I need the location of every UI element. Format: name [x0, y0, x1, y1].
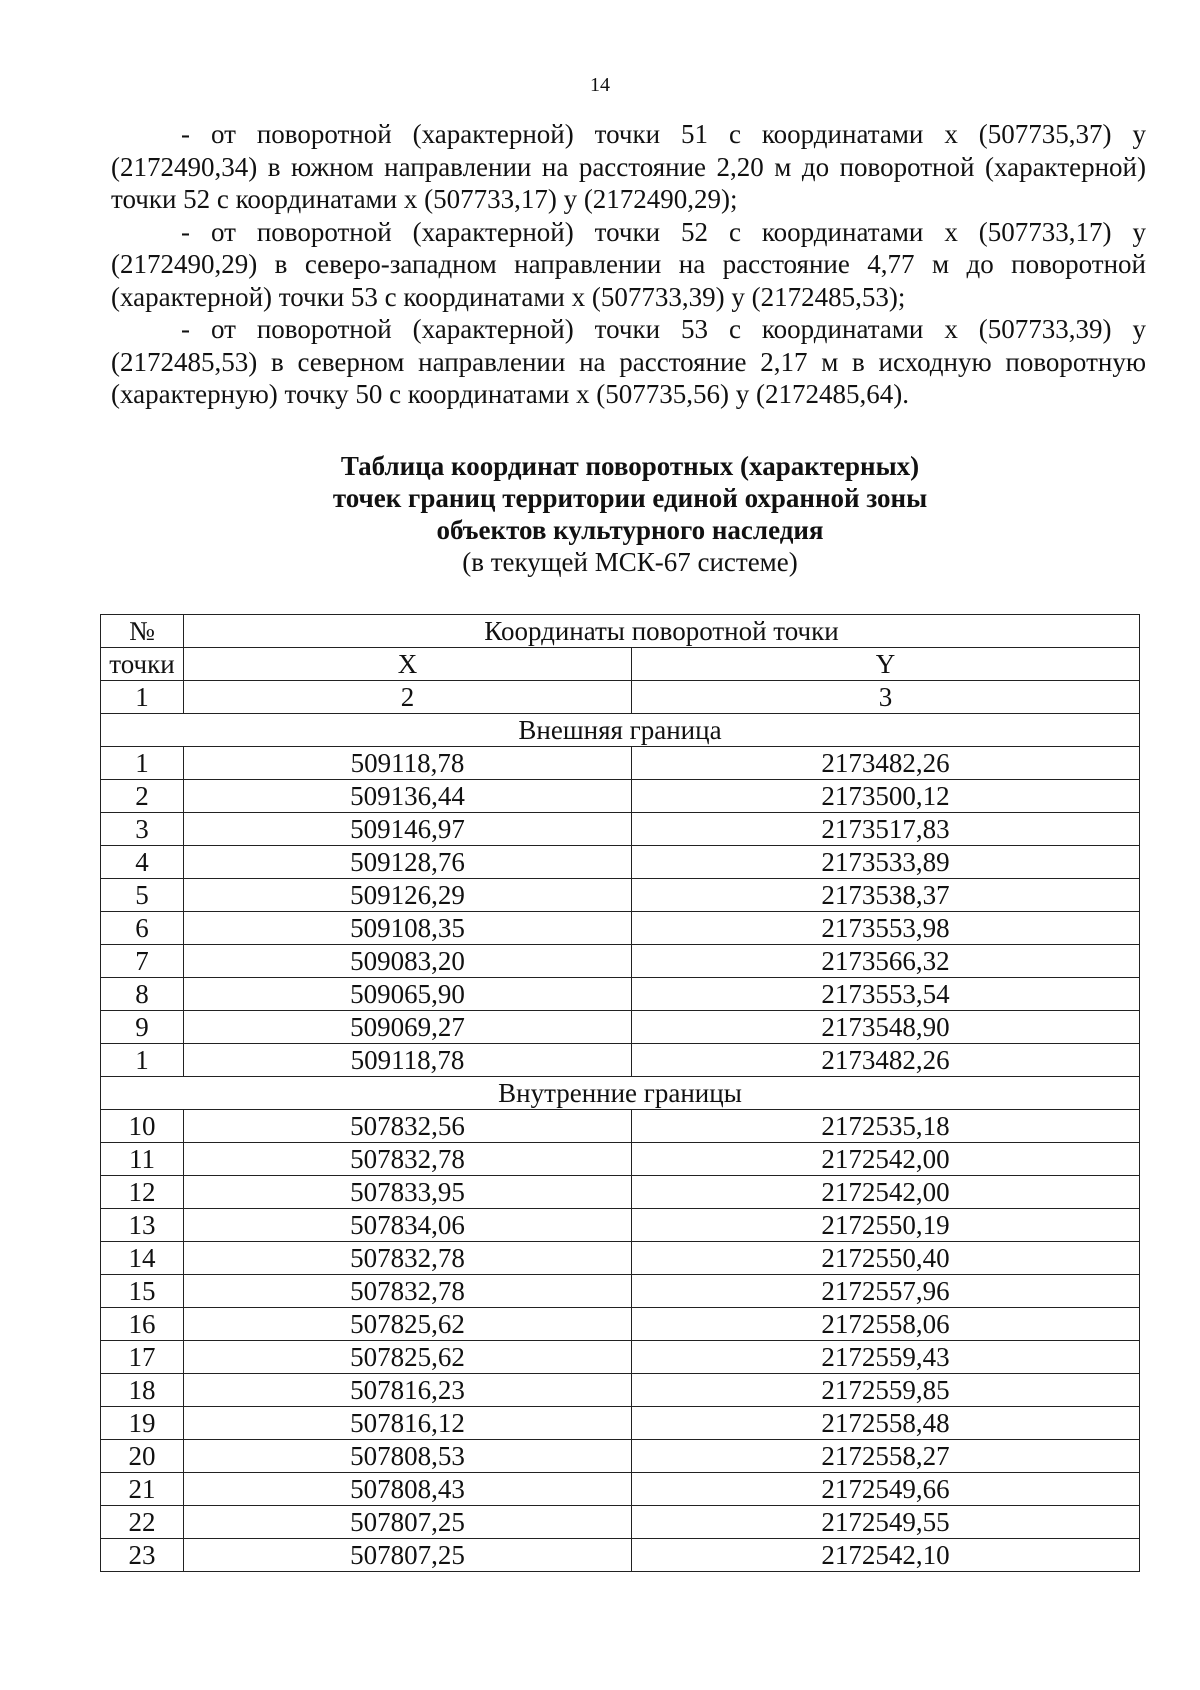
section-row: [101, 714, 1140, 747]
header-coords-cell: Координаты поворотной точки: [184, 615, 1140, 648]
point-number-cell: 3: [101, 813, 184, 846]
table-row: [101, 813, 1140, 846]
point-number-cell: 15: [101, 1275, 184, 1308]
x-coordinate-cell: 509128,76: [184, 846, 632, 879]
table-row: [101, 1143, 1140, 1176]
table-header-row: [101, 681, 1140, 714]
y-coordinate-cell: 2172558,06: [632, 1308, 1140, 1341]
table-row: [101, 846, 1140, 879]
y-coordinate-cell: 2173533,89: [632, 846, 1140, 879]
header-col-number: 2: [184, 681, 632, 714]
y-coordinate-cell: 2172550,40: [632, 1242, 1140, 1275]
table-row: [101, 1539, 1140, 1572]
point-number-cell: 6: [101, 912, 184, 945]
point-number-cell: 4: [101, 846, 184, 879]
x-coordinate-cell: 509136,44: [184, 780, 632, 813]
point-number-cell: 2: [101, 780, 184, 813]
x-coordinate-cell: 507834,06: [184, 1209, 632, 1242]
y-coordinate-cell: 2172558,48: [632, 1407, 1140, 1440]
y-coordinate-cell: 2172558,27: [632, 1440, 1140, 1473]
section-label: Внешняя граница: [101, 714, 1140, 747]
y-coordinate-cell: 2173538,37: [632, 879, 1140, 912]
section-row: [101, 1077, 1140, 1110]
point-number-cell: 17: [101, 1341, 184, 1374]
point-number-cell: 19: [101, 1407, 184, 1440]
table-title-line: объектов культурного наследия: [436, 515, 824, 545]
point-number-cell: 10: [101, 1110, 184, 1143]
point-number-cell: 20: [101, 1440, 184, 1473]
y-coordinate-cell: 2172542,00: [632, 1143, 1140, 1176]
table-row: [101, 1506, 1140, 1539]
y-coordinate-cell: 2172542,10: [632, 1539, 1140, 1572]
point-number-cell: 12: [101, 1176, 184, 1209]
y-coordinate-cell: 2173553,98: [632, 912, 1140, 945]
x-coordinate-cell: 509083,20: [184, 945, 632, 978]
x-coordinate-cell: 509126,29: [184, 879, 632, 912]
table-title: [0, 450, 1200, 578]
table-row: [101, 912, 1140, 945]
point-number-cell: 5: [101, 879, 184, 912]
x-coordinate-cell: 509065,90: [184, 978, 632, 1011]
y-coordinate-cell: 2173482,26: [632, 1044, 1140, 1077]
x-coordinate-cell: 507832,78: [184, 1275, 632, 1308]
x-coordinate-cell: 509108,35: [184, 912, 632, 945]
table-row: [101, 1110, 1140, 1143]
table-row: [101, 1176, 1140, 1209]
point-number-cell: 1: [101, 1044, 184, 1077]
header-x-cell: X: [184, 648, 632, 681]
table-row: [101, 747, 1140, 780]
table-row: [101, 1308, 1140, 1341]
y-coordinate-cell: 2173548,90: [632, 1011, 1140, 1044]
y-coordinate-cell: 2173500,12: [632, 780, 1140, 813]
x-coordinate-cell: 509146,97: [184, 813, 632, 846]
point-number-cell: 9: [101, 1011, 184, 1044]
x-coordinate-cell: 507807,25: [184, 1539, 632, 1572]
point-number-cell: 14: [101, 1242, 184, 1275]
y-coordinate-cell: 2173566,32: [632, 945, 1140, 978]
header-col-number: 3: [632, 681, 1140, 714]
point-number-cell: 16: [101, 1308, 184, 1341]
page-number: 14: [590, 74, 610, 96]
point-number-cell: 23: [101, 1539, 184, 1572]
table-subtitle: (в текущей МСК-67 системе): [462, 547, 798, 577]
x-coordinate-cell: 507832,78: [184, 1242, 632, 1275]
y-coordinate-cell: 2172549,66: [632, 1473, 1140, 1506]
table-row: [101, 1011, 1140, 1044]
x-coordinate-cell: 507807,25: [184, 1506, 632, 1539]
point-number-cell: 18: [101, 1374, 184, 1407]
table-row: [101, 1440, 1140, 1473]
x-coordinate-cell: 507825,62: [184, 1341, 632, 1374]
y-coordinate-cell: 2172559,43: [632, 1341, 1140, 1374]
x-coordinate-cell: 507816,23: [184, 1374, 632, 1407]
point-number-cell: 21: [101, 1473, 184, 1506]
x-coordinate-cell: 507832,78: [184, 1143, 632, 1176]
y-coordinate-cell: 2173553,54: [632, 978, 1140, 1011]
x-coordinate-cell: 507825,62: [184, 1308, 632, 1341]
table-row: [101, 945, 1140, 978]
body-text: [111, 118, 1146, 411]
table-row: [101, 1275, 1140, 1308]
table-title-line: точек границ территории единой охранной зоны: [332, 483, 928, 513]
point-number-cell: 8: [101, 978, 184, 1011]
x-coordinate-cell: 509118,78: [184, 747, 632, 780]
table-row: [101, 879, 1140, 912]
point-number-cell: 22: [101, 1506, 184, 1539]
header-num-cell: №: [101, 615, 184, 648]
paragraph: - от поворотной (характерной) точки 53 с координатами х (507733,39) у (2172485,53) в северном направлении на расстояние 2,17 м в исходную поворотную (характерную) точку 50 с координатами х (507735,56) у (2172485,64).: [111, 314, 1146, 409]
x-coordinate-cell: 509118,78: [184, 1044, 632, 1077]
table-row: [101, 1044, 1140, 1077]
x-coordinate-cell: 507833,95: [184, 1176, 632, 1209]
table-row: [101, 1473, 1140, 1506]
header-num-cell: точки: [101, 648, 184, 681]
point-number-cell: 13: [101, 1209, 184, 1242]
table-row: [101, 978, 1140, 1011]
x-coordinate-cell: 507832,56: [184, 1110, 632, 1143]
y-coordinate-cell: 2173482,26: [632, 747, 1140, 780]
y-coordinate-cell: 2172557,96: [632, 1275, 1140, 1308]
y-coordinate-cell: 2172535,18: [632, 1110, 1140, 1143]
table-header-row: [101, 648, 1140, 681]
y-coordinate-cell: 2172550,19: [632, 1209, 1140, 1242]
x-coordinate-cell: 507808,53: [184, 1440, 632, 1473]
x-coordinate-cell: 507808,43: [184, 1473, 632, 1506]
point-number-cell: 1: [101, 747, 184, 780]
header-col-number: 1: [101, 681, 184, 714]
table-row: [101, 1209, 1140, 1242]
y-coordinate-cell: 2172542,00: [632, 1176, 1140, 1209]
coordinates-table: [100, 614, 1140, 1572]
table-header-row: [101, 615, 1140, 648]
section-label: Внутренние границы: [101, 1077, 1140, 1110]
table-row: [101, 1374, 1140, 1407]
table-row: [101, 1407, 1140, 1440]
table-row: [101, 1341, 1140, 1374]
y-coordinate-cell: 2173517,83: [632, 813, 1140, 846]
paragraph: - от поворотной (характерной) точки 52 с координатами х (507733,17) у (2172490,29) в северо-западном направлении на расстояние 4,77 м до поворотной (характерной) точки 53 с координатами х (507733,39) у (2172485,53);: [111, 216, 1146, 312]
y-coordinate-cell: 2172559,85: [632, 1374, 1140, 1407]
paragraph: - от поворотной (характерной) точки 51 с координатами х (507735,37) у (2172490,34) в южном направлении на расстояние 2,20 м до поворотной (характерной) точки 52 с координатами х (507733,17) у (2172490,29);: [111, 119, 1146, 214]
x-coordinate-cell: 507816,12: [184, 1407, 632, 1440]
y-coordinate-cell: 2172549,55: [632, 1506, 1140, 1539]
table-row: [101, 1242, 1140, 1275]
x-coordinate-cell: 509069,27: [184, 1011, 632, 1044]
table-title-line: Таблица координат поворотных (характерных): [340, 451, 920, 481]
table-row: [101, 780, 1140, 813]
point-number-cell: 11: [101, 1143, 184, 1176]
header-y-cell: Y: [632, 648, 1140, 681]
point-number-cell: 7: [101, 945, 184, 978]
